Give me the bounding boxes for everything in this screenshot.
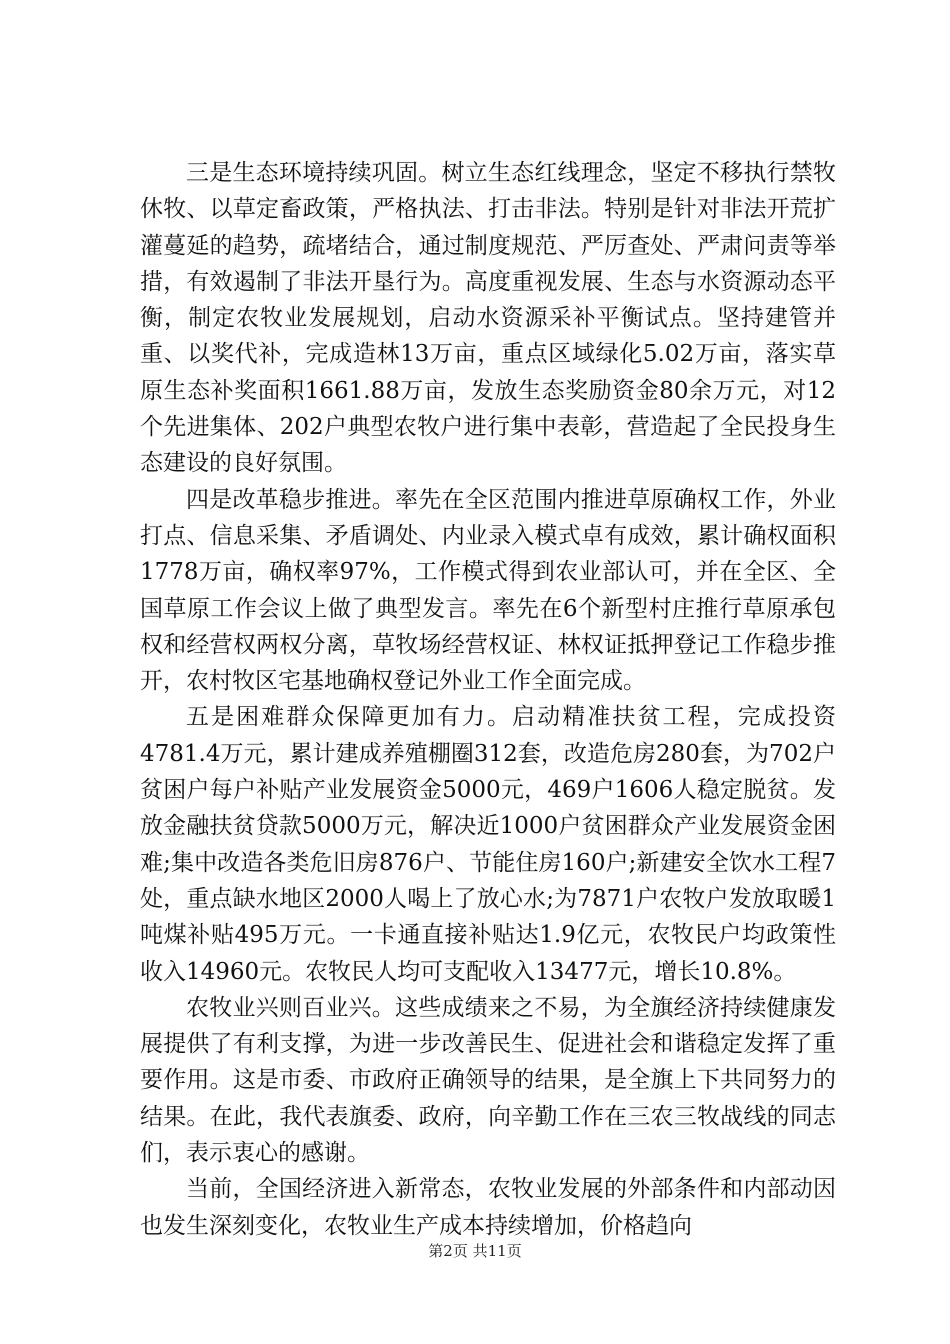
paragraph-reform: 四是改革稳步推进。率先在全区范围内推进草原确权工作，外业打点、信息采集、矛盾调处、内业录入模式卓有成效，累计确权面积1778万亩，确权率97%，工作模式得到农业部认可，并在全区、全国草原工作会议上做了典型发言。率先在6个新型村庄推行草原承包权和经营权两权分离，草牧场经营权证、林权证抵押登记工作稳步推开，农村牧区宅基地确权登记外业工作全面完成。 [140,486,836,695]
paragraph-poverty-relief: 五是困难群众保障更加有力。启动精准扶贫工程，完成投资4781.4万元，累计建成养殖棚圈312套，改造危房280套，为702户贫困户每户补贴产业发展资金5000元，469户1606人稳定脱贫。发放金融扶贫贷款5000万元，解决近1000户贫困群众产业发展资金困难;集中改造各类危旧房876户、节能住房160户;新建安全饮水工程7处，重点缺水地区2000人喝上了放心水;为7871户农牧户发放取暖1吨煤补贴495万元。一卡通直接补贴达1.9亿元，农牧民户均政策性收入14960元。农牧民人均可支配收入13477元，增长10.8%。 [140,704,836,985]
paragraph-thanks: 农牧业兴则百业兴。这些成绩来之不易，为全旗经济持续健康发展提供了有利支撑，为进一步改善民生、促进社会和谐稳定发挥了重要作用。这是市委、市政府正确领导的结果，是全旗上下共同努力的结果。在此，我代表旗委、政府，向辛勤工作在三农三牧战线的同志们，表示衷心的感谢。 [140,994,836,1167]
paragraph-current-situation: 当前，全国经济进入新常态，农牧业发展的外部条件和内部动因也发生深刻变化，农牧业生产成本持续增加，价格趋向 [140,1176,836,1239]
page-number-footer: 第2页 共11页 [428,1242,522,1260]
document-body [140,155,836,1244]
paragraph-ecology: 三是生态环境持续巩固。树立生态红线理念，坚定不移执行禁牧休牧、以草定畜政策，严格执法、打击非法。特别是针对非法开荒扩灌蔓延的趋势，疏堵结合，通过制度规范、严厉查处、严肃问责等举措，有效遏制了非法开垦行为。高度重视发展、生态与水资源动态平衡，制定农牧业发展规划，启动水资源采补平衡试点。坚持建管并重、以奖代补，完成造林13万亩，重点区域绿化5.02万亩，落实草原生态补奖面积1661.88万亩，发放生态奖励资金80余万元，对12个先进集体、202户典型农牧户进行集中表彰，营造起了全民投身生态建设的良好氛围。 [140,160,836,477]
